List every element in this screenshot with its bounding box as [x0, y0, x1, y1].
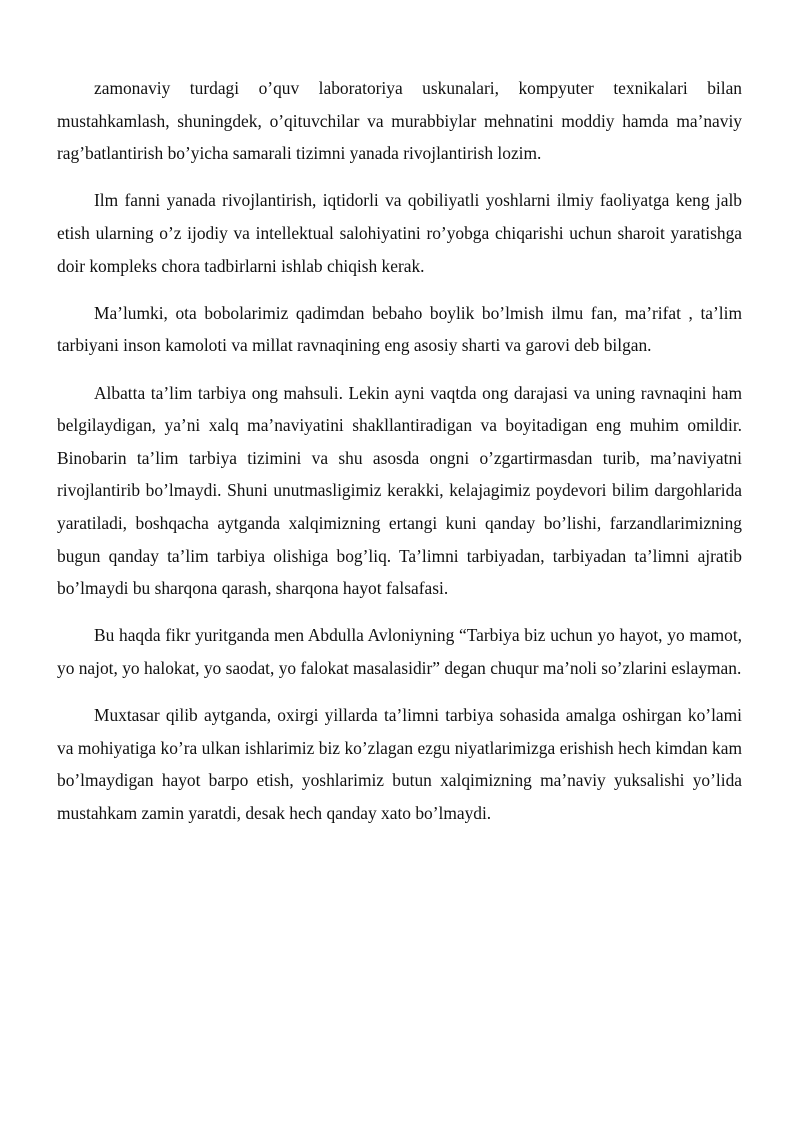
paragraph-4: Albatta ta’lim tarbiya ong mahsuli. Lekin ayni vaqtda ong darajasi va uning ravnaqini ham belgilaydigan, ya’ni xalq ma’naviyatini shakllantiradigan va boyitadigan eng muhim omildir. Binobarin ta’lim tarbiya tizimini va shu asosda ongni o’zgartirmasdan turib, ma’naviyatni rivojlantirib bo’lmaydi. Shuni unutmasligimiz kerakki, kelajagimiz poydevori bilim dargohlarida yaratiladi, boshqacha aytganda xalqimizning ertangi kuni qanday bo’lishi, farzandlarimizning bugun qanday ta’lim tarbiya olishiga bog’liq. Ta’limni tarbiyadan, tarbiyadan ta’limni ajratib bo’lmaydi bu sharqona qarash, sharqona hayot falsafasi. — [57, 382, 742, 599]
paragraph-1: zamonaviy turdagi o’quv laboratoriya uskunalari, kompyuter texnikalari bilan mustahkamlash, shuningdek, o’qituvchilar va murabbiylar mehnatini moddiy hamda ma’naviy rag’batlantirish bo’yicha samarali tizimni yanada rivojlantirish lozim. — [57, 78, 742, 164]
paragraph-5: Bu haqda fikr yuritganda men Abdulla Avloniyning “Tarbiya biz uchun yo hayot, yo mamot, yo najot, yo halokat, yo saodat, yo falokat masalasidir” degan chuqur ma’noli so’zlarini eslayman. — [57, 625, 742, 678]
paragraph-3: Ma’lumki, ota bobolarimiz qadimdan bebaho boylik bo’lmish ilmu fan, ma’rifat , ta’lim tarbiyani inson kamoloti va millat ravnaqining eng asosiy sharti va garovi deb bilgan. — [57, 302, 742, 356]
document-page — [57, 72, 742, 829]
paragraph-6: Muxtasar qilib aytganda, oxirgi yillarda ta’limni tarbiya sohasida amalga oshirgan ko’lami va mohiyatiga ko’ra ulkan ishlarimiz biz ko’zlagan ezgu niyatlarimizga erishish hech kimdan kam bo’lmaydigan hayot barpo etish, yoshlarimiz butun xalqimizning ma’naviy yuksalishi yo’lida mustahkam zamin yaratdi, desak hech qanday xato bo’lmaydi. — [57, 705, 742, 823]
paragraph-2: Ilm fanni yanada rivojlantirish, iqtidorli va qobiliyatli yoshlarni ilmiy faoliyatga keng jalb etish ularning o’z ijodiy va intellektual salohiyatini ro’yobga chiqarishi uchun sharoit yaratishga doir kompleks chora tadbirlarni ishlab chiqish kerak. — [57, 190, 742, 276]
